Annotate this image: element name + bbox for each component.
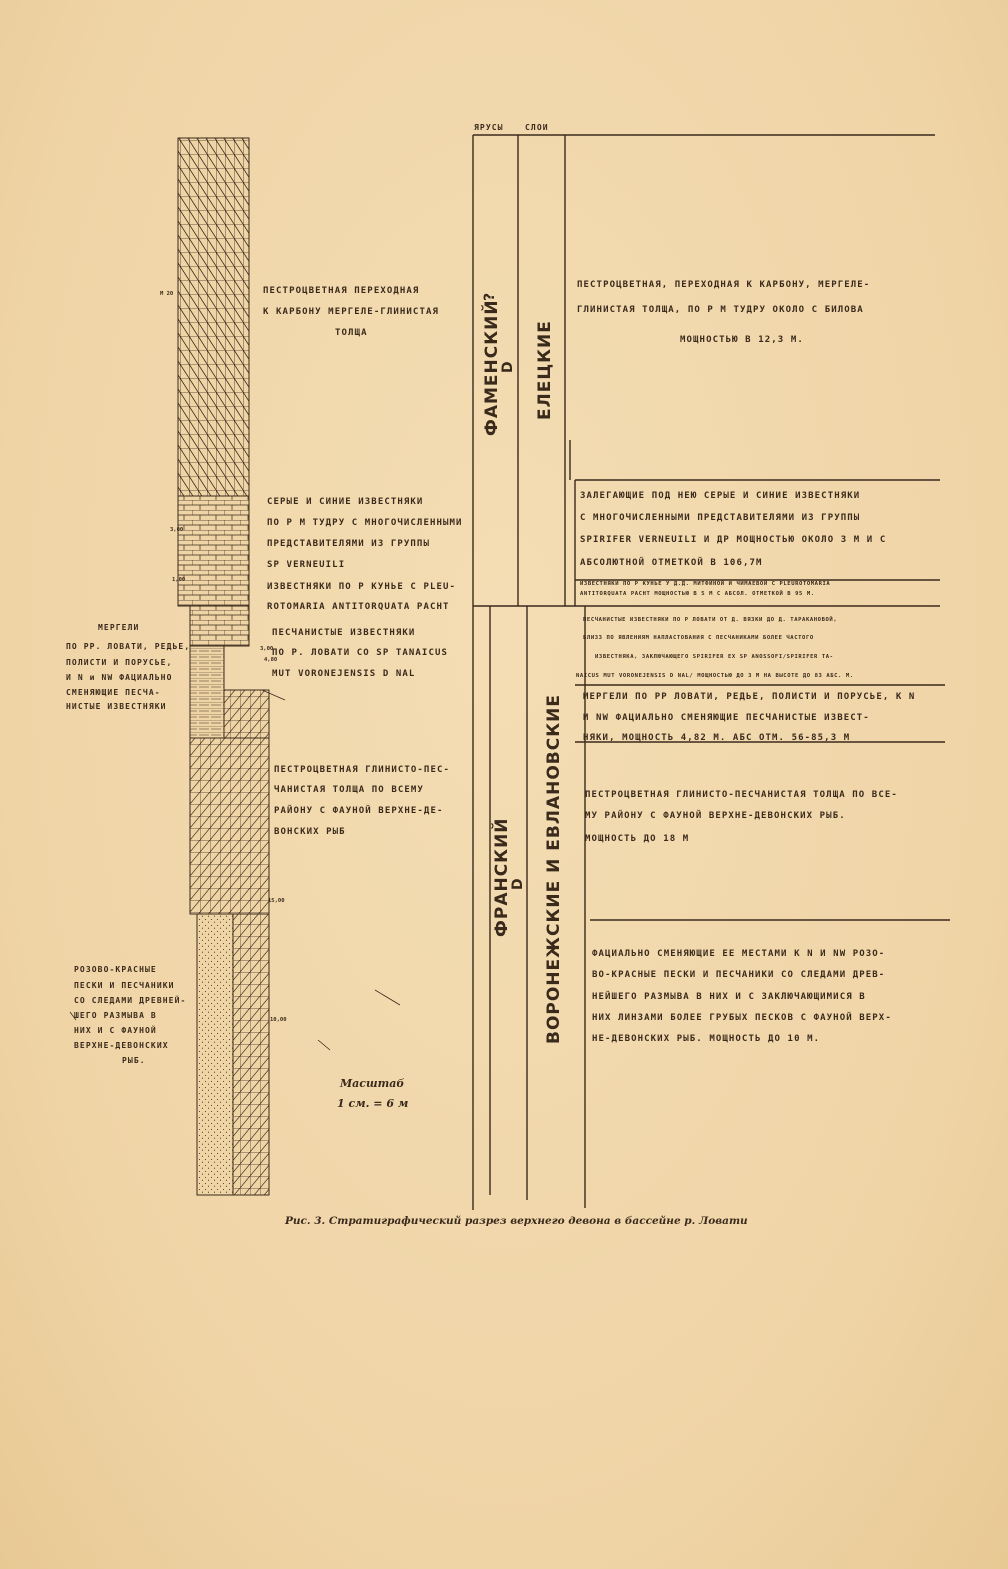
scale-label: Масштаб [340, 1077, 405, 1090]
unit-sandy-limestone [190, 606, 249, 646]
figure-caption: Рис. 3. Стратиграфический разрез верхнего девона в бассейне р. Ловати [285, 1215, 748, 1227]
scale-value: 1 см. = 6 м [337, 1097, 409, 1110]
stage-upper-name: ФАМЕНСКИЙ [482, 299, 502, 436]
unit-sand [197, 914, 233, 1195]
stage-lower-name: ФРАНСКИЙ [492, 817, 512, 937]
depth-mark: М 20 [160, 291, 174, 297]
unit-clay-sand [190, 738, 269, 914]
unit-clay-sand-lower [233, 914, 269, 1195]
header-layers-label: СЛОИ [525, 123, 549, 132]
layer-upper-name: ЕЛЕЦКИЕ [535, 320, 555, 420]
depth-mark: 3,00 [170, 527, 184, 533]
depth-mark: 4,80 [264, 657, 278, 663]
unit-marl [190, 646, 224, 738]
depth-mark: 1,00 [172, 577, 186, 583]
layer-lower-name: ВОРОНЕЖСКИЕ И ЕВЛАНОВСКИЕ [544, 694, 564, 1044]
depth-mark: 10,00 [270, 1017, 287, 1023]
stage-lower-index: D [510, 877, 526, 890]
unit-limestone [178, 496, 249, 606]
header-stages-label: ЯРУСЫ [474, 123, 504, 132]
depth-mark: 3,00 [260, 646, 274, 652]
stage-upper-mark: ? [482, 291, 498, 301]
depth-mark: 15,00 [268, 898, 285, 904]
unit-marl-clay [178, 138, 249, 496]
stage-upper-index: D [500, 360, 516, 373]
unit-marl-right [224, 690, 269, 738]
